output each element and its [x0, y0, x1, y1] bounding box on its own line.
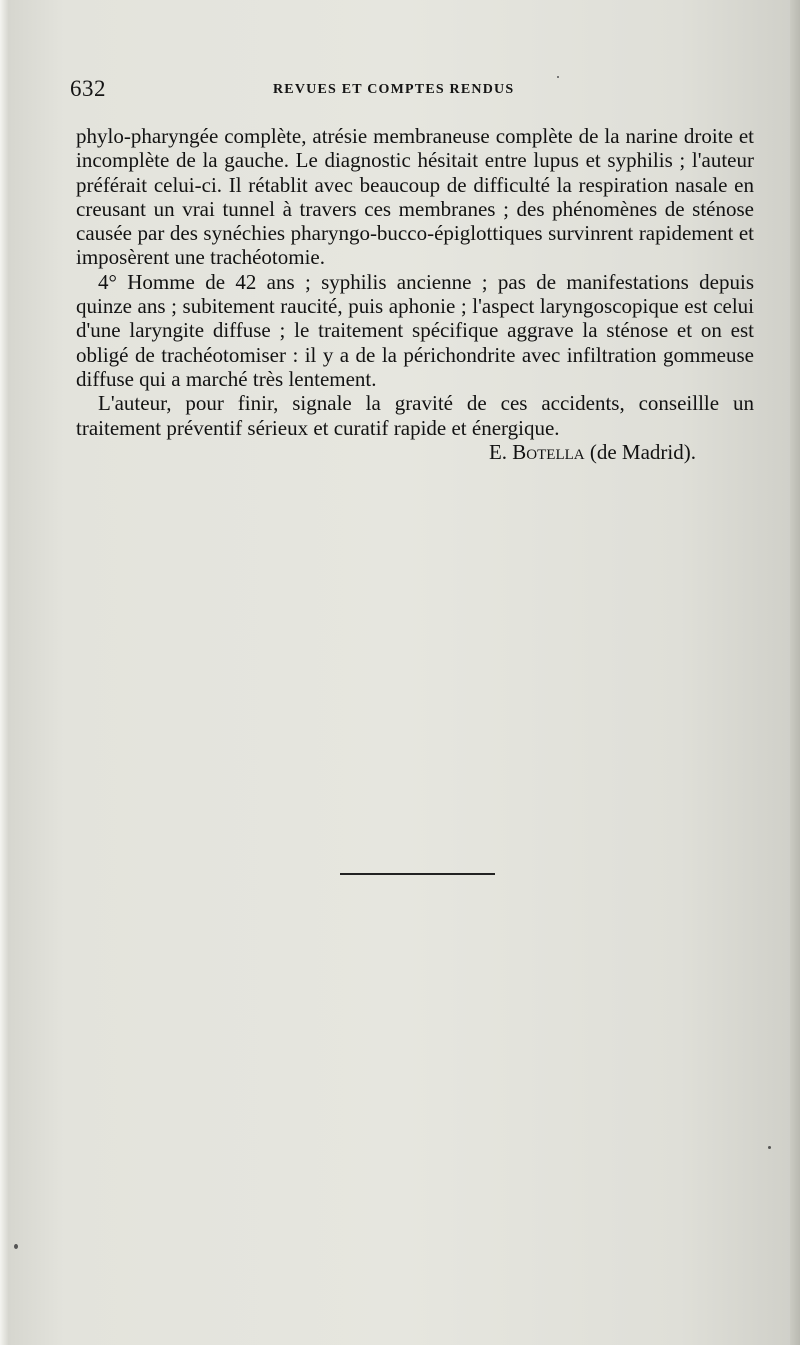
print-speck [14, 1244, 18, 1249]
paragraph-continued: phylo-pharyngée complète, atrésie membraneuse complète de la narine droite et incomplète de la gauche. Le diagnostic hésitait entre lupus et syphilis ; l'auteur préférait celui-ci. Il rétablit avec beaucoup de difficulté la respiration nasale en creusant un vrai tunnel à travers ces membranes ; des phénomènes de sténose causée par des synéchies pharyngo-bucco-épiglottiques survinrent rapidement et imposèrent une trachéotomie. [76, 124, 754, 270]
article-body [76, 124, 754, 464]
running-title: REVUES ET COMPTES RENDUS [273, 82, 515, 97]
page-right-edge [790, 0, 800, 1345]
paragraph-conclusion: L'auteur, pour finir, signale la gravité de ces accidents, conseillle un traitement préventif sérieux et curatif rapide et énergique. [76, 391, 754, 440]
print-speck [557, 76, 559, 78]
section-divider-rule [340, 873, 495, 875]
author-signature [76, 440, 754, 464]
page-left-edge [0, 0, 8, 1345]
paragraph-case-4: 4° Homme de 42 ans ; syphilis ancienne ; pas de manifestations depuis quinze ans ; subitement raucité, puis aphonie ; l'aspect laryngoscopique est celui d'une laryngite diffuse ; le traitement spécifique aggrave la sténose et on est obligé de trachéotomiser : il y a de la périchondrite avec infiltration gommeuse diffuse qui a marché très lentement. [76, 269, 754, 391]
page-header [70, 76, 760, 106]
page-number: 632 [70, 76, 106, 101]
author-name: E. Botella [488, 439, 585, 464]
print-speck [768, 1146, 771, 1149]
author-place: (de Madrid). [589, 439, 696, 464]
